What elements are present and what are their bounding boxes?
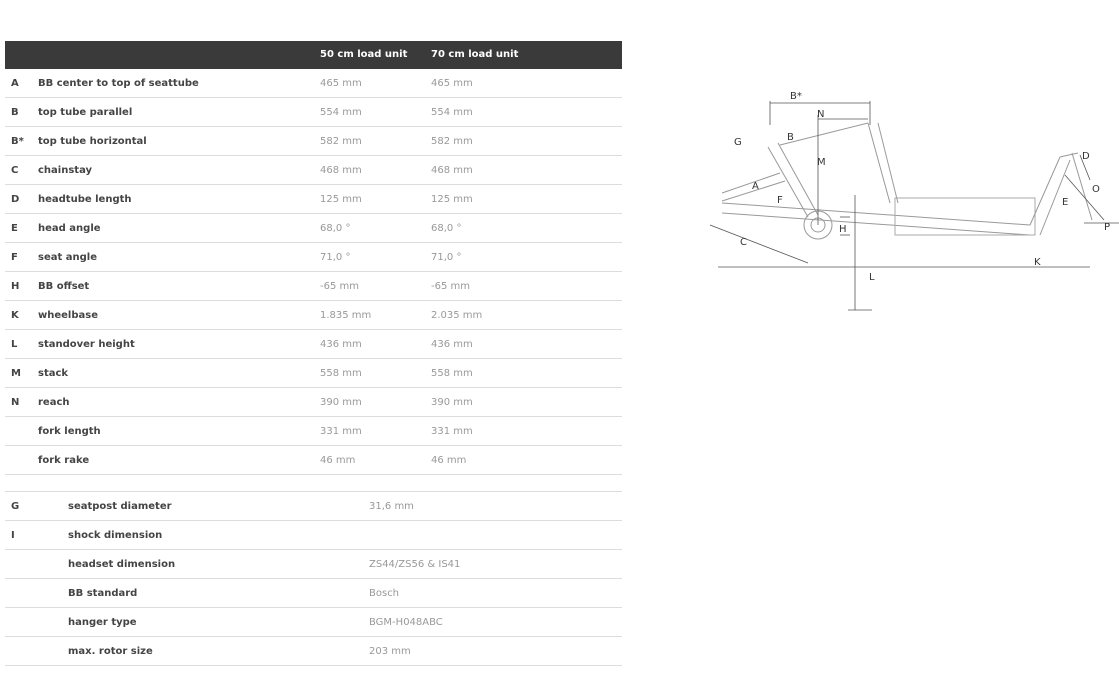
spec-value: 203 mm xyxy=(369,646,411,657)
spec-value: BGM-H048ABC xyxy=(369,617,443,628)
label-d: D xyxy=(1082,151,1090,162)
row-value-50: 554 mm xyxy=(320,107,362,118)
spec-row xyxy=(5,521,622,550)
load-beam-top xyxy=(722,203,1030,225)
front-boom-top xyxy=(1030,157,1060,225)
spec-row xyxy=(5,637,622,666)
row-label: chainstay xyxy=(38,165,93,176)
down-section-rear xyxy=(878,123,898,203)
table-row xyxy=(5,388,622,417)
row-value-50: 582 mm xyxy=(320,136,362,147)
label-m: M xyxy=(817,157,826,168)
row-value-50: 1.835 mm xyxy=(320,310,372,321)
dim-o xyxy=(1065,175,1104,220)
seat-stay xyxy=(722,173,780,193)
label-e: E xyxy=(1062,197,1069,208)
row-code: H xyxy=(11,281,20,292)
row-code: F xyxy=(11,252,18,263)
seat-tube-rear xyxy=(778,143,818,215)
frame-geometry-diagram xyxy=(700,85,1119,320)
row-value-70: 2.035 mm xyxy=(431,310,483,321)
label-bstar: B* xyxy=(790,91,802,102)
table-row xyxy=(5,185,622,214)
table-row xyxy=(5,69,622,98)
row-value-70: 71,0 ° xyxy=(431,252,462,263)
row-value-70: 554 mm xyxy=(431,107,473,118)
label-b: B xyxy=(787,132,794,143)
row-label: BB center to top of seattube xyxy=(38,78,199,89)
row-label: seat angle xyxy=(38,252,97,263)
row-label: reach xyxy=(38,397,70,408)
row-code: K xyxy=(11,310,19,321)
row-code: B xyxy=(11,107,19,118)
table-row xyxy=(5,330,622,359)
header-70cm: 70 cm load unit xyxy=(431,49,519,60)
row-value-50: 390 mm xyxy=(320,397,362,408)
table-row xyxy=(5,272,622,301)
row-code: D xyxy=(11,194,20,205)
row-value-70: 582 mm xyxy=(431,136,473,147)
row-value-50: -65 mm xyxy=(320,281,359,292)
label-c: C xyxy=(740,237,747,248)
spec-value: ZS44/ZS56 & IS41 xyxy=(369,559,461,570)
label-a: A xyxy=(752,181,759,192)
row-code: E xyxy=(11,223,18,234)
label-g: G xyxy=(734,137,742,148)
dim-c xyxy=(710,225,808,263)
row-value-70: 331 mm xyxy=(431,426,473,437)
label-k: K xyxy=(1034,257,1041,268)
table-row xyxy=(5,359,622,388)
table-header xyxy=(5,41,622,69)
row-label: fork length xyxy=(38,426,101,437)
spec-label: shock dimension xyxy=(68,530,163,541)
spec-row xyxy=(5,492,622,521)
label-h: H xyxy=(839,224,847,235)
row-value-50: 436 mm xyxy=(320,339,362,350)
row-value-70: 465 mm xyxy=(431,78,473,89)
table-spacer xyxy=(5,475,622,492)
spec-label: max. rotor size xyxy=(68,646,153,657)
spec-label: seatpost diameter xyxy=(68,501,172,512)
row-value-50: 468 mm xyxy=(320,165,362,176)
row-value-70: 390 mm xyxy=(431,397,473,408)
spec-value: Bosch xyxy=(369,588,400,599)
header-50cm: 50 cm load unit xyxy=(320,49,408,60)
row-value-50: 71,0 ° xyxy=(320,252,351,263)
row-code: C xyxy=(11,165,19,176)
row-value-70: -65 mm xyxy=(431,281,470,292)
row-label: BB offset xyxy=(38,281,90,292)
row-label: top tube horizontal xyxy=(38,136,147,147)
spec-row xyxy=(5,550,622,579)
table-row xyxy=(5,446,622,475)
row-value-70: 46 mm xyxy=(431,455,467,466)
label-p: P xyxy=(1104,222,1111,233)
spec-row xyxy=(5,579,622,608)
table-row xyxy=(5,243,622,272)
table-row xyxy=(5,98,622,127)
row-label: standover height xyxy=(38,339,135,350)
row-value-50: 125 mm xyxy=(320,194,362,205)
geometry-table xyxy=(5,41,622,666)
row-value-70: 125 mm xyxy=(431,194,473,205)
label-l: L xyxy=(869,272,875,283)
row-value-50: 46 mm xyxy=(320,455,356,466)
spec-code: G xyxy=(11,501,20,512)
row-code: A xyxy=(11,78,19,89)
row-label: head angle xyxy=(38,223,101,234)
row-code: M xyxy=(11,368,21,379)
spec-code: I xyxy=(11,530,15,541)
spec-value: 31,6 mm xyxy=(369,501,414,512)
row-label: headtube length xyxy=(38,194,132,205)
head-tube-top xyxy=(1060,153,1078,157)
spec-label: BB standard xyxy=(68,588,138,599)
row-code: N xyxy=(11,397,20,408)
label-o: O xyxy=(1092,184,1100,195)
table-row xyxy=(5,301,622,330)
row-value-50: 558 mm xyxy=(320,368,362,379)
row-code: B* xyxy=(11,136,24,147)
row-value-70: 68,0 ° xyxy=(431,223,462,234)
row-value-50: 68,0 ° xyxy=(320,223,351,234)
row-value-50: 465 mm xyxy=(320,78,362,89)
row-label: wheelbase xyxy=(38,310,98,321)
row-value-70: 558 mm xyxy=(431,368,473,379)
row-value-50: 331 mm xyxy=(320,426,362,437)
table-row xyxy=(5,127,622,156)
spec-label: hanger type xyxy=(68,617,137,628)
row-label: fork rake xyxy=(38,455,90,466)
label-n: N xyxy=(817,109,825,120)
row-label: stack xyxy=(38,368,69,379)
table-row xyxy=(5,156,622,185)
spec-label: headset dimension xyxy=(68,559,176,570)
row-code: L xyxy=(11,339,18,350)
table-row xyxy=(5,214,622,243)
row-value-70: 468 mm xyxy=(431,165,473,176)
row-value-70: 436 mm xyxy=(431,339,473,350)
row-label: top tube parallel xyxy=(38,107,133,118)
spec-row xyxy=(5,608,622,637)
table-row xyxy=(5,417,622,446)
down-section-front xyxy=(868,123,890,203)
load-beam-bottom xyxy=(722,213,1030,235)
label-f: F xyxy=(777,195,783,206)
